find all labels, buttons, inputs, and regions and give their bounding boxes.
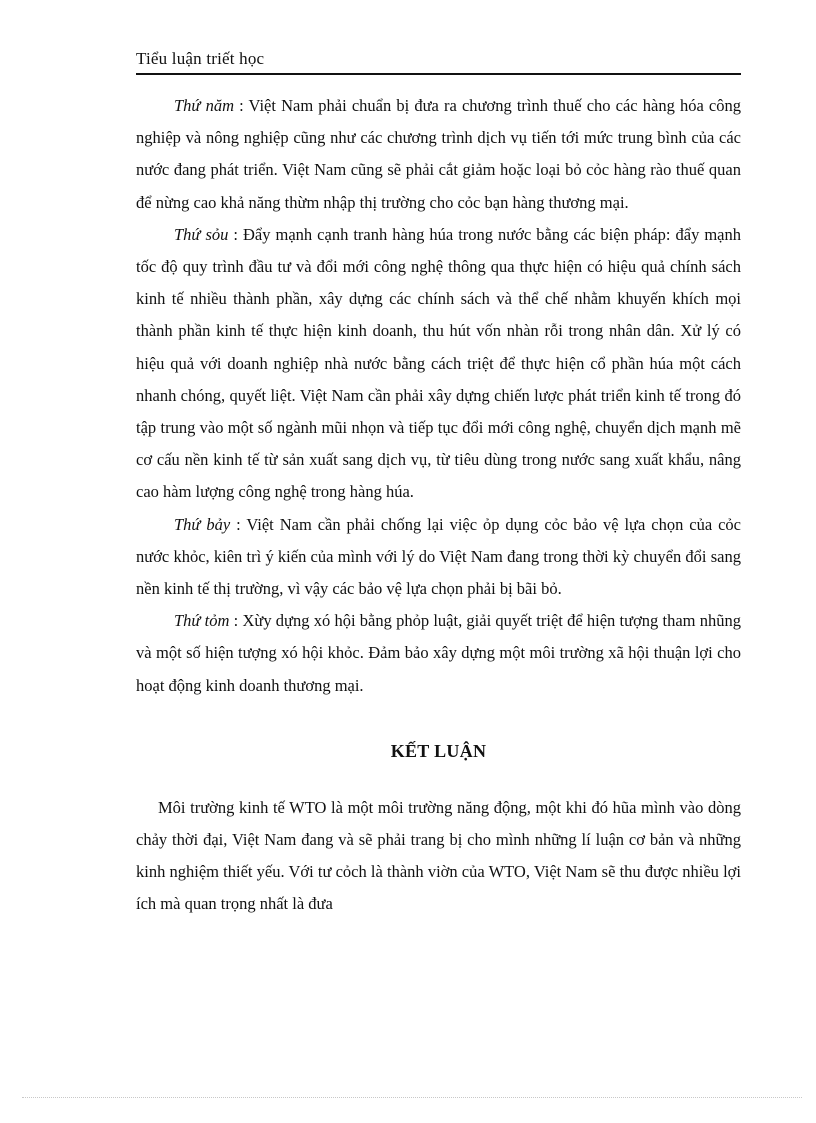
paragraph-text: : Việt Nam cần phải chống lại việc ỏp dụng cỏc bảo vệ lựa chọn của cỏc nước khỏc, kiên trì ý kiến của mình với lý do Việt Nam đang trong thời kỳ chuyển đổi sang nền kinh tế thị trường, vì vậy các bảo vệ lựa chọn phải bị bãi bỏ. bbox=[136, 514, 741, 599]
paragraph-seventh bbox=[136, 509, 741, 606]
paragraph-text: : Đẩy mạnh cạnh tranh hàng húa trong nước bằng các biện pháp: đẩy mạnh tốc độ quy trình đầu tư và đổi mới công nghệ thông qua thực hiện có hiệu quả chính sách kinh tế nhiều thành phần, xây dựng các chính sách và thể chế nhằm khuyến khích mọi thành phần kinh tế thực hiện kinh doanh, thu hút vốn nhàn rỗi trong nhân dân. Xử lý có hiệu quả với doanh nghiệp nhà nước bằng cách triệt để thực hiện cổ phần húa một cách nhanh chóng, quyết liệt. Việt Nam cần phải xây dựng chiến lược phát triển kinh tế trong đó tập trung vào một số ngành mũi nhọn và tiếp tục đổi mới công nghệ, chuyển dịch mạnh mẽ cơ cấu nền kinh tế từ sản xuất sang dịch vụ, từ tiêu dùng trong nước sang xuất khẩu, nâng cao hàm lượng công nghệ trong hàng húa. bbox=[136, 224, 741, 502]
document-body bbox=[136, 90, 741, 921]
paragraph-label: Thứ năm bbox=[174, 96, 234, 115]
paragraph-text: : Xừy dựng xó hội bằng phỏp luật, giải quyết triệt để hiện tượng tham nhũng và một số hiện tượng xó hội khỏc. Đảm bảo xây dựng một môi trường xã hội thuận lợi cho hoạt động kinh doanh thương mại. bbox=[136, 611, 741, 695]
conclusion-paragraph: Môi trường kinh tế WTO là một môi trường năng động, một khi đó hũa mình vào dòng chảy thời đại, Việt Nam đang và sẽ phải trang bị cho mình những lí luận cơ bản và những kinh nghiệm thiết yếu. Với tư cỏch là thành viờn của WTO, Việt Nam sẽ thu được nhiều lợi ích mà quan trọng nhất là đưa bbox=[136, 797, 741, 914]
paragraph-label: Thứ sỏu bbox=[174, 224, 229, 244]
paragraph-text: : Việt Nam phải chuẩn bị đưa ra chương trình thuế cho các hàng hóa công nghiệp và nông nghiệp cũng như các chương trình dịch vụ tiến tới mức trung bình của các nước đang phát triển. Việt Nam cũng sẽ phải cắt giảm hoặc loại bỏ cỏc hàng rào thuế quan để nừng cao khả năng thừm nhập thị trường cho cỏc bạn hàng thương mại. bbox=[136, 96, 742, 212]
conclusion-heading: KẾT LUẬN bbox=[390, 740, 487, 761]
paragraph-eighth bbox=[136, 605, 741, 702]
paragraph-sixth bbox=[136, 219, 741, 509]
page-header bbox=[136, 47, 741, 75]
footer-divider bbox=[22, 1097, 802, 1098]
paragraph-fifth bbox=[136, 90, 741, 219]
paragraph-label: Thứ tỏm bbox=[174, 611, 230, 631]
paragraph-label: Thứ bảy bbox=[174, 514, 231, 534]
header-title: Tiểu luận triết học bbox=[136, 49, 265, 68]
